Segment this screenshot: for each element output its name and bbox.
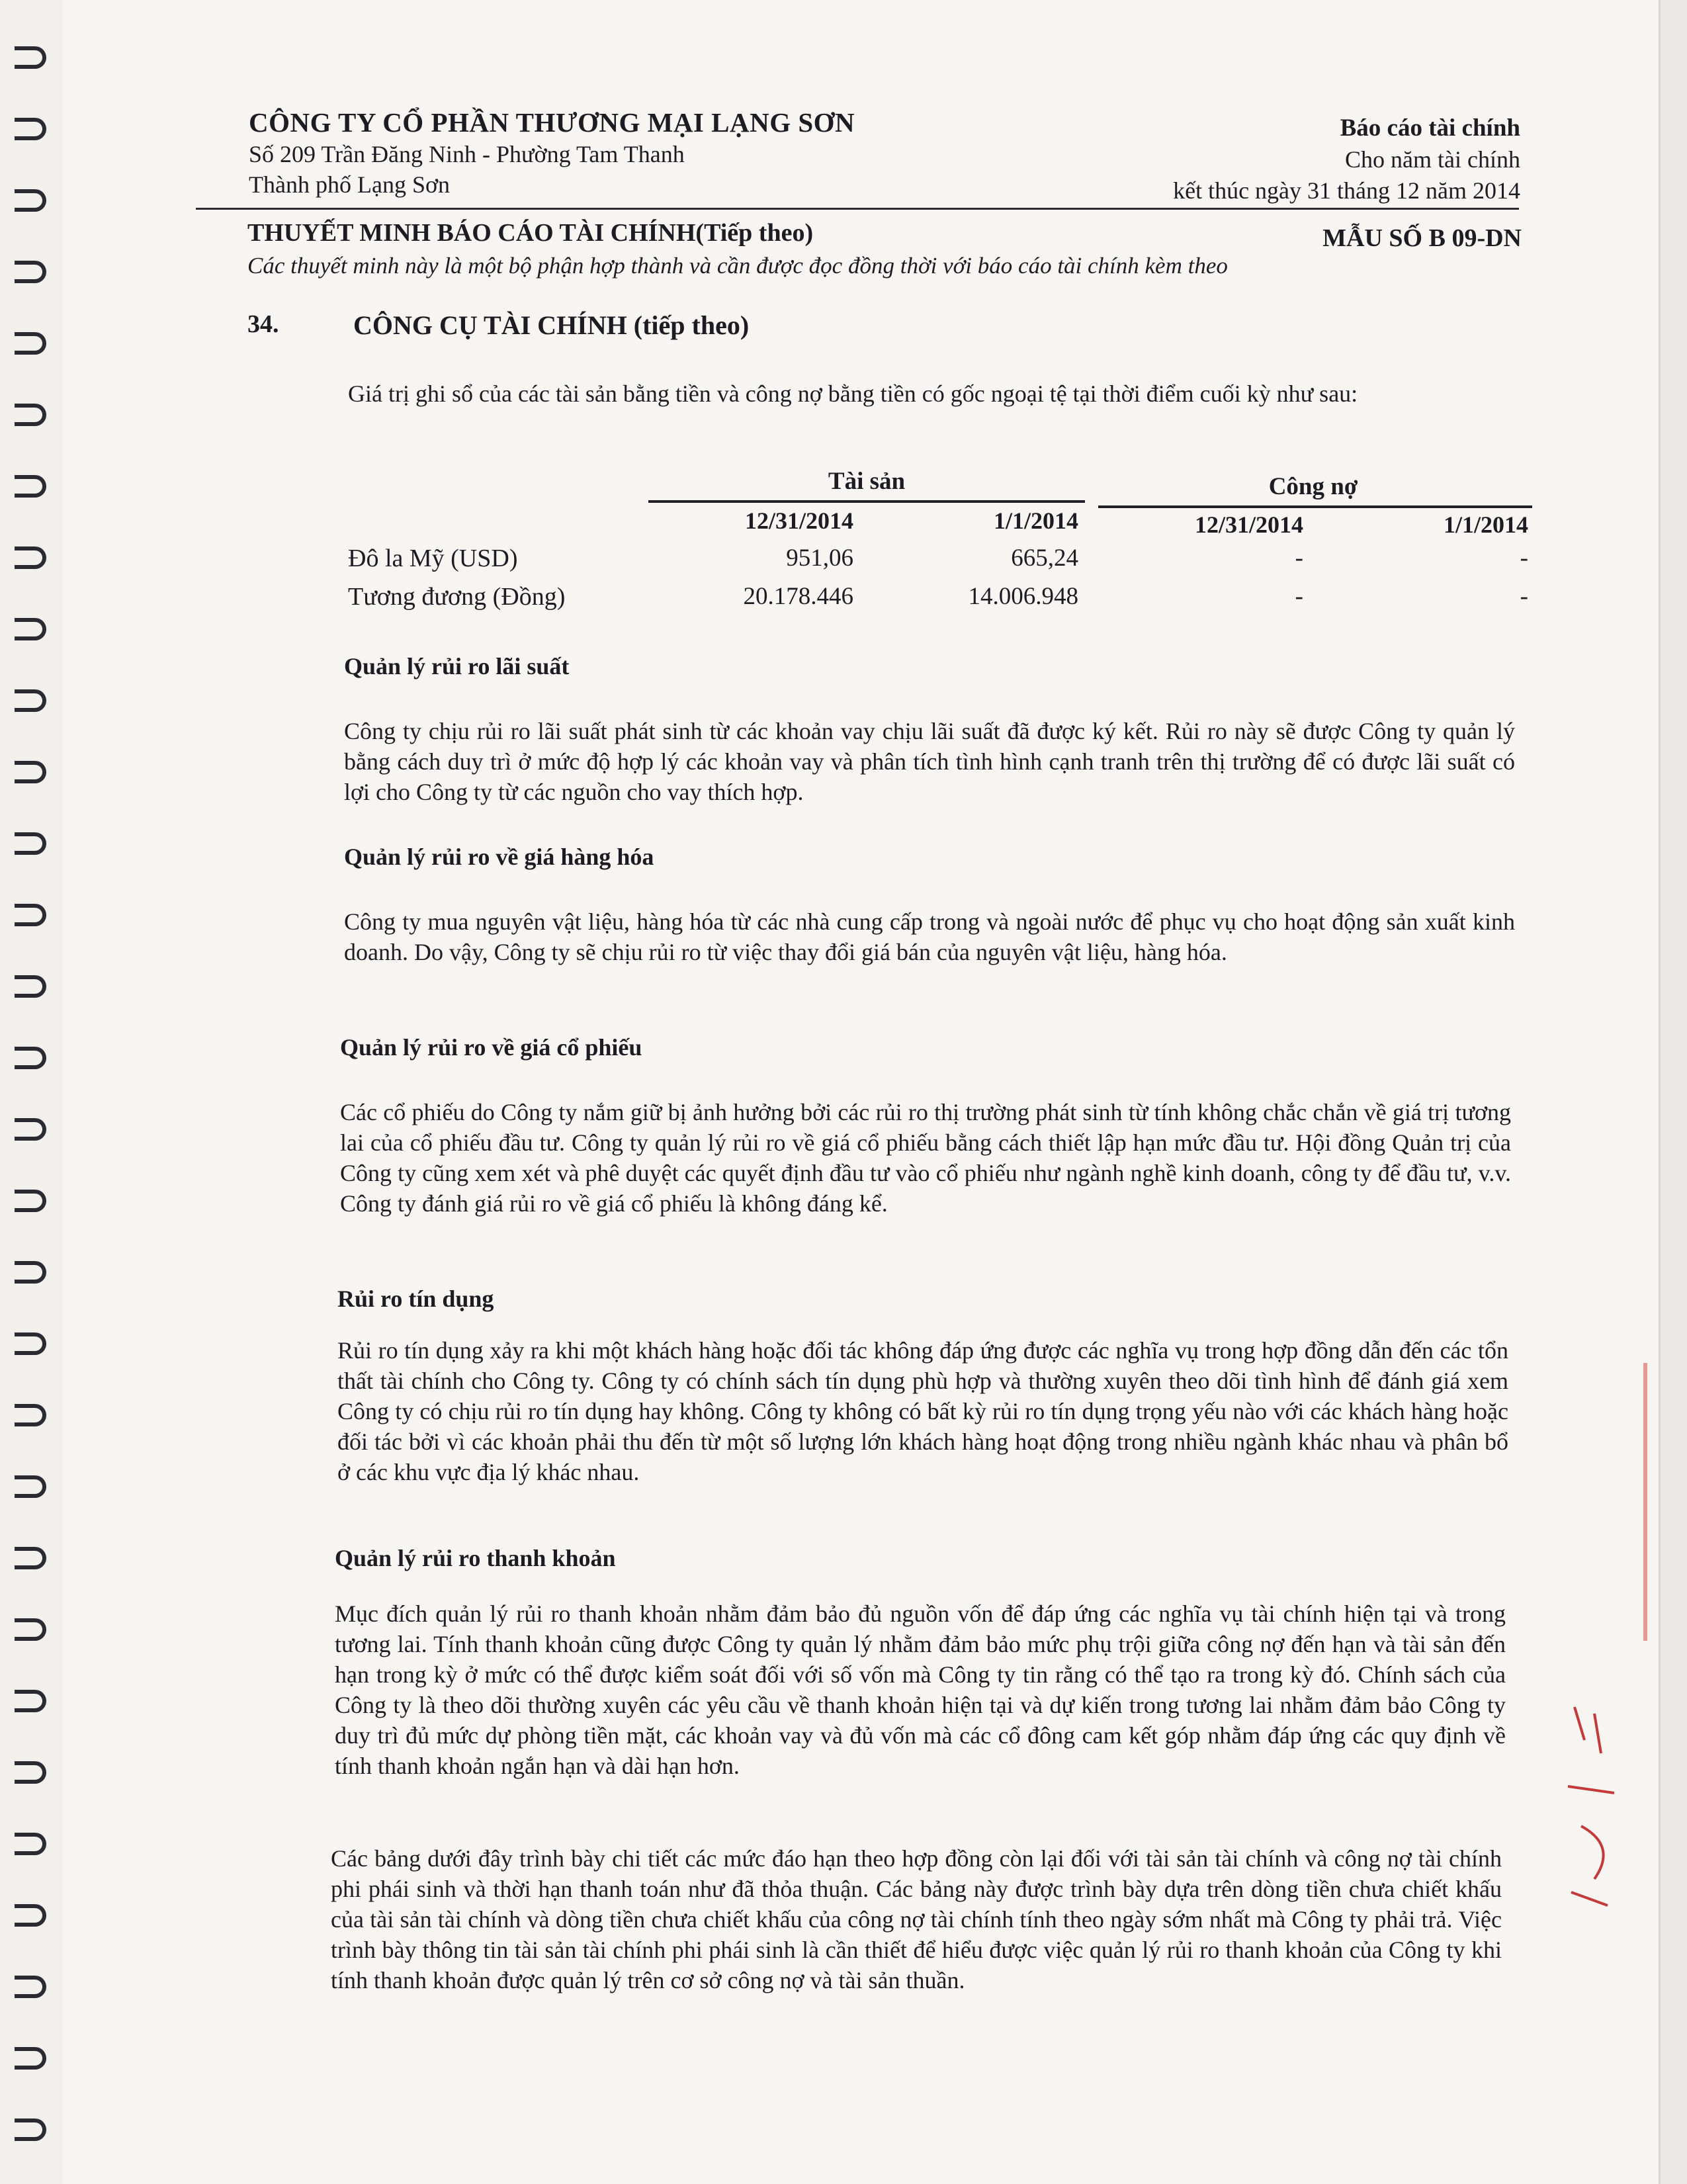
table-cell: 951,06	[786, 545, 853, 572]
report-period: Cho năm tài chính	[1345, 146, 1520, 173]
report-title: Báo cáo tài chính	[1340, 114, 1520, 142]
col-header-liab-end: 12/31/2014	[1194, 511, 1303, 538]
margin-mark	[1643, 1363, 1647, 1641]
heading-liquidity-risk: Quản lý rủi ro thanh khoản	[335, 1545, 616, 1571]
paragraph-interest-rate-risk: Công ty chịu rủi ro lãi suất phát sinh từ các khoản vay chịu lãi suất đã được ký kết. Rủi ro này sẽ được Công ty quản lý bằng cách duy trì ở mức độ hợp lý các khoản vay và phân tích tình hình cạnh tranh trên thị trường để có được lãi suất có lợi cho Công ty từ các nguồn cho vay thích hợp.	[344, 718, 1515, 805]
table-cell: -	[1295, 545, 1303, 572]
heading-credit-risk: Rủi ro tín dụng	[337, 1286, 494, 1312]
col-header-assets-start: 1/1/2014	[993, 507, 1078, 534]
initials-mark	[1555, 1694, 1634, 1912]
paragraph-credit-risk: Rủi ro tín dụng xảy ra khi một khách hàng hoặc đối tác không đáp ứng được các nghĩa vụ trong hợp đồng dẫn đến các tổn thất tài chính cho Công ty. Công ty có chính sách tín dụng phù hợp và thường xuyên theo dõi tình hình để đánh giá xem Công ty có chịu rủi ro tín dụng hay không. Công ty không có bất kỳ rủi ro tín dụng trọng yếu nào với các khách hàng hoặc đối tác bởi vì các khoản phải thu đến từ một số lượng lớn khách hàng hoạt động trong nhiều ngành khác nhau và phân bổ ở các khu vực địa lý khác nhau.	[337, 1337, 1508, 1485]
col-header-assets-end: 12/31/2014	[744, 507, 853, 534]
assets-rule	[648, 500, 1085, 503]
heading-commodity-price-risk: Quản lý rủi ro về giá hàng hóa	[344, 844, 654, 870]
table-cell: -	[1520, 545, 1528, 572]
notes-title-main: THUYẾT MINH BÁO CÁO TÀI CHÍNH	[247, 219, 696, 247]
paragraph-equity-price-risk: Các cổ phiếu do Công ty nắm giữ bị ảnh hưởng bởi các rủi ro thị trường phát sinh từ tính không chắc chắn về giá trị tương lai của cổ phiếu đầu tư. Công ty quản lý rủi ro về giá cổ phiếu bằng cách thiết lập hạn mức đầu tư. Hội đồng Quản trị của Công ty cũng xem xét và phê duyệt các quyết định đầu tư vào cổ phiếu như ngành nghề kinh doanh, công ty để đầu tư, v.v. Công ty đánh giá rủi ro về giá cổ phiếu là không đáng kể.	[340, 1099, 1511, 1217]
header-divider	[196, 208, 1519, 210]
table-cell: 20.178.446	[743, 583, 853, 610]
company-name: CÔNG TY CỔ PHẦN THƯƠNG MẠI LẠNG SƠN	[249, 107, 855, 138]
closing-paragraph: Các bảng dưới đây trình bày chi tiết các mức đáo hạn theo hợp đồng còn lại đối với tài sản tài chính và công nợ tài chính phi phái sinh và thời hạn thanh toán như đã thỏa thuận. Các bảng này được trình bày dựa trên dòng tiền chưa chiết khấu của tài sản tài chính và dòng tiền chưa chiết khấu của công nợ tài chính tính theo ngày sớm nhất mà Công ty phải trả. Việc trình bày thông tin tài sản tài chính phi phái sinh là cần thiết để hiểu được việc quản lý rủi ro thanh khoản của Công ty khi tính thanh khoản được quản lý trên cơ sở công nợ và tài sản thuần.	[331, 1845, 1502, 1993]
notes-title-sub: (Tiếp theo)	[695, 219, 814, 247]
paragraph-commodity-price-risk: Công ty mua nguyên vật liệu, hàng hóa từ các nhà cung cấp trong và ngoài nước để phục vụ cho hoạt động sản xuất kinh doanh. Do vậy, Công ty sẽ chịu rủi ro từ việc thay đổi giá bán của nguyên vật liệu, hàng hóa.	[344, 908, 1515, 965]
table-cell: 14.006.948	[968, 583, 1078, 610]
company-address: Số 209 Trần Đăng Ninh - Phường Tam Thanh	[249, 141, 685, 167]
row-label-usd: Đô la Mỹ (USD)	[348, 545, 518, 572]
table-group-assets: Tài sản	[828, 468, 906, 495]
section-title: CÔNG CỤ TÀI CHÍNH (tiếp theo)	[353, 310, 750, 340]
paragraph-liquidity-risk: Mục đích quản lý rủi ro thanh khoản nhằm đảm bảo đủ nguồn vốn để đáp ứng các nghĩa vụ tài chính hiện tại và trong tương lai. Tính thanh khoản cũng được Công ty quản lý nhằm đảm bảo mức phụ trội giữa công nợ đến hạn và tài sản đến hạn trong kỳ ở mức có thể được kiểm soát đối với số vốn mà Công ty tin rằng có thể tạo ra trong kỳ đó. Chính sách của Công ty là theo dõi thường xuyên các yêu cầu về thanh khoản hiện tại và dự kiến trong tương lai nhằm đảm bảo Công ty duy trì đủ mức dự phòng tiền mặt, các khoản vay và đủ vốn mà các cổ đông cam kết góp nhằm đáp ứng các quy định về tính thanh khoản ngắn hạn và dài hạn hơn.	[335, 1600, 1506, 1779]
table-cell: -	[1520, 583, 1528, 610]
notes-description: Các thuyết minh này là một bộ phận hợp thành và cần được đọc đồng thời với báo cáo tài chính kèm theo	[247, 253, 1228, 279]
heading-interest-rate-risk: Quản lý rủi ro lãi suất	[344, 653, 570, 679]
form-number: MẪU SỐ B 09-DN	[1322, 224, 1522, 252]
col-header-liab-start: 1/1/2014	[1443, 511, 1528, 538]
section-number: 34.	[247, 310, 279, 338]
table-cell: 665,24	[1011, 545, 1078, 572]
heading-equity-price-risk: Quản lý rủi ro về giá cổ phiếu	[340, 1034, 642, 1061]
liabilities-rule	[1098, 505, 1532, 508]
table-group-liabilities: Công nợ	[1268, 473, 1358, 500]
notes-title	[247, 218, 813, 247]
company-city: Thành phố Lạng Sơn	[249, 171, 450, 198]
report-header	[991, 112, 1520, 206]
row-label-vnd: Tương đương (Đồng)	[348, 583, 566, 611]
company-header	[249, 106, 976, 200]
report-period-end: kết thúc ngày 31 tháng 12 năm 2014	[1173, 177, 1520, 204]
intro-paragraph: Giá trị ghi sổ của các tài sản bằng tiền và công nợ bằng tiền có gốc ngoại tệ tại thời điểm cuối kỳ như sau:	[348, 380, 1358, 407]
table-cell: -	[1295, 583, 1303, 610]
